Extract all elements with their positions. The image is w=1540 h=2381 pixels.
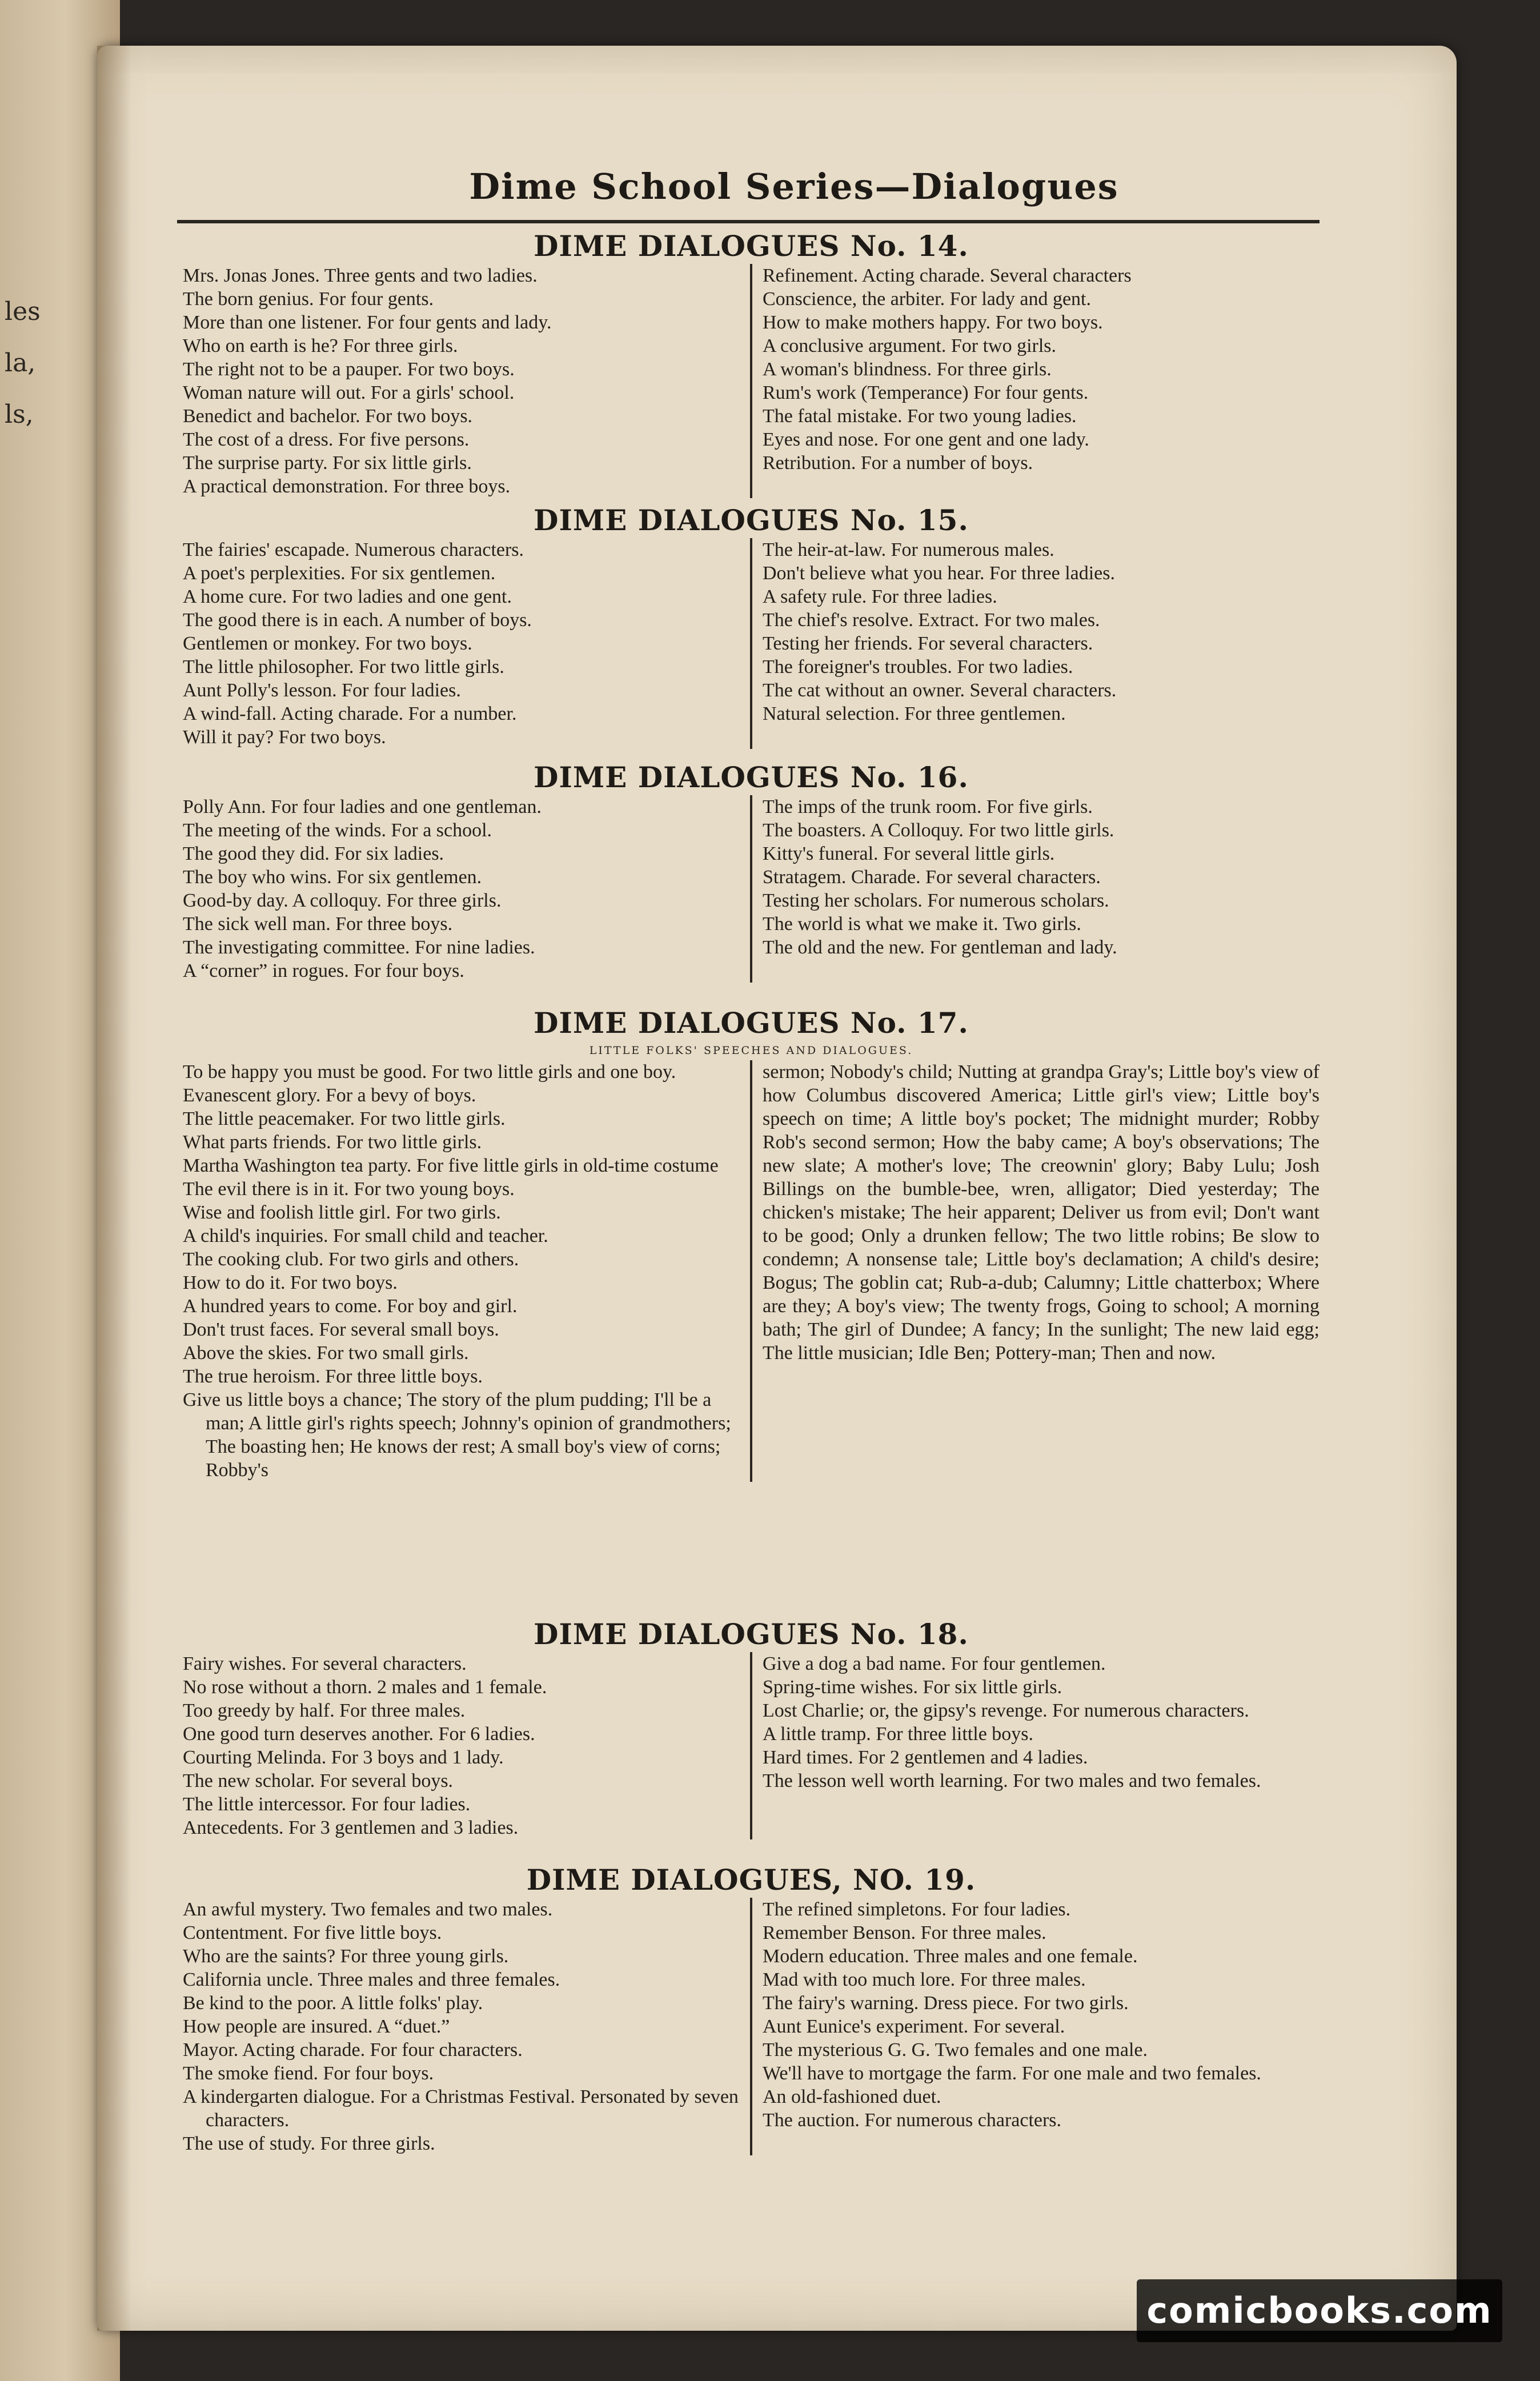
dialogue-entry: The good there is in each. A number of boys.: [183, 610, 532, 631]
dialogue-entry: Testing her scholars. For numerous scholars.: [763, 890, 1109, 911]
dialogue-entry: The auction. For numerous characters.: [763, 2110, 1062, 2131]
dialogue-entry: The sick well man. For three boys.: [183, 913, 453, 935]
dialogue-entry: The cost of a dress. For five persons.: [183, 429, 470, 450]
right-column: [752, 538, 1320, 749]
left-column: [183, 1060, 752, 1482]
facing-page-fragment: ls,: [5, 400, 34, 429]
dialogue-entry: A wind-fall. Acting charade. For a number.: [183, 703, 517, 724]
dialogue-entry: The fairy's warning. Dress piece. For two girls.: [763, 1993, 1129, 2014]
dialogue-entry: A practical demonstration. For three boys.: [183, 476, 511, 497]
dialogue-entry: A kindergarten dialogue. For a Christmas Festival. Personated by seven characters.: [183, 2086, 739, 2131]
facing-page-fragment: les: [5, 297, 41, 326]
page-binding-shadow: [97, 46, 131, 2331]
dialogue-entry: The mysterious G. G. Two females and one male.: [763, 2039, 1148, 2061]
speeches-paragraph: sermon; Nobody's child; Nutting at grandpa Gray's; Little boy's view of how Columbus discovered America; Little girl's view; Little boy's speech on time; A little boy's pocket; The midnight murder; Robby Rob's second sermon; How the baby came; A boy's observations; The new slate; A mother's love; The creownin' glory; Baby Lulu; Josh Billings on the bumble-bee, wren, alligator; Died yesterday; The chicken's mistake; The heir apparent; Deliver us from evil; Don't want to be good; Only a drunken fellow; The two little robins; Be slow to condemn; A nonsense tale; Little boy's declamation; A child's desire; Bogus; The goblin cat; Rub-a-dub; Calumny; Little chatterbox; Where are they; A boy's view; The twenty frogs, Going to school; A morning bath; The girl of Dundee; A fancy; In the sunlight; The new laid egg; The little musician; Idle Ben; Pottery-man; Then and now.: [763, 1061, 1320, 1364]
dialogue-entry: Testing her friends. For several characters.: [763, 633, 1093, 654]
section-no-17: [183, 1005, 1320, 1482]
dialogue-entry: Remember Benson. For three males.: [763, 1922, 1046, 1943]
dialogue-entry: The born genius. For four gents.: [183, 288, 434, 310]
section-no-15: [183, 503, 1320, 749]
dialogue-entry: An awful mystery. Two females and two males.: [183, 1899, 553, 1920]
dialogue-entry: How to make mothers happy. For two boys.: [763, 312, 1103, 333]
dialogue-entry: Retribution. For a number of boys.: [763, 452, 1033, 474]
left-column: [183, 264, 752, 498]
dialogue-entry: Antecedents. For 3 gentlemen and 3 ladies.: [183, 1817, 519, 1838]
dialogue-entry: A home cure. For two ladies and one gent.: [183, 586, 512, 607]
dialogue-entry: A poet's perplexities. For six gentlemen.: [183, 563, 496, 584]
dialogue-entry: More than one listener. For four gents and lady.: [183, 312, 552, 333]
section-title: DIME DIALOGUES No. 17.: [534, 1006, 969, 1040]
dialogue-entry: The cooking club. For two girls and others.: [183, 1249, 519, 1270]
dialogue-entry: Fairy wishes. For several characters.: [183, 1653, 467, 1674]
dialogue-entry: Mrs. Jonas Jones. Three gents and two ladies.: [183, 265, 538, 286]
section-subtitle: LITTLE FOLKS' SPEECHES AND DIALOGUES.: [589, 1044, 913, 1057]
dialogue-entry: Natural selection. For three gentlemen.: [763, 703, 1066, 724]
dialogue-entry: The boasters. A Colloquy. For two little girls.: [763, 820, 1114, 841]
dialogue-entry: The cat without an owner. Several characters.: [763, 680, 1117, 701]
section-title: DIME DIALOGUES No. 16.: [534, 760, 969, 794]
dialogue-entry: How to do it. For two boys.: [183, 1272, 398, 1293]
dialogue-entry: Gentlemen or monkey. For two boys.: [183, 633, 472, 654]
dialogue-entry: To be happy you must be good. For two little girls and one boy.: [183, 1061, 676, 1083]
dialogue-entry: Refinement. Acting charade. Several characters: [763, 265, 1132, 286]
dialogue-entry: Will it pay? For two boys.: [183, 727, 386, 748]
dialogue-entry: The lesson well worth learning. For two males and two females.: [763, 1770, 1261, 1791]
dialogue-entry: Who are the saints? For three young girls.: [183, 1946, 509, 1967]
dialogue-entry: An old-fashioned duet.: [763, 2086, 941, 2107]
dialogue-entry: Don't believe what you hear. For three ladies.: [763, 563, 1115, 584]
section-title: DIME DIALOGUES No. 14.: [534, 229, 969, 263]
section-title: DIME DIALOGUES No. 18.: [534, 1617, 969, 1651]
dialogue-entry: Courting Melinda. For 3 boys and 1 lady.: [183, 1747, 504, 1768]
dialogue-entry: Evanescent glory. For a bevy of boys.: [183, 1085, 476, 1106]
section-no-19: [183, 1862, 1320, 2155]
dialogue-entry: Modern education. Three males and one female.: [763, 1946, 1138, 1967]
section-title: DIME DIALOGUES No. 15.: [534, 503, 969, 537]
dialogue-entry: Too greedy by half. For three males.: [183, 1700, 466, 1721]
dialogue-entry: Lost Charlie; or, the gipsy's revenge. For numerous characters.: [763, 1700, 1249, 1721]
dialogue-entry: A safety rule. For three ladies.: [763, 586, 997, 607]
dialogue-entry: Spring-time wishes. For six little girls.: [763, 1677, 1062, 1698]
dialogue-entry: Mad with too much lore. For three males.: [763, 1969, 1086, 1990]
dialogue-entry: The use of study. For three girls.: [183, 2133, 435, 2154]
dialogue-entry: The little intercessor. For four ladies.: [183, 1794, 471, 1815]
dialogue-entry: No rose without a thorn. 2 males and 1 female.: [183, 1677, 547, 1698]
dialogue-entry: The surprise party. For six little girls.: [183, 452, 472, 474]
dialogue-entry: The new scholar. For several boys.: [183, 1770, 454, 1791]
dialogue-entry: The right not to be a pauper. For two boys.: [183, 359, 515, 380]
dialogue-entry: The smoke fiend. For four boys.: [183, 2063, 434, 2084]
section-no-16: [183, 760, 1320, 983]
dialogue-entry: The world is what we make it. Two girls.: [763, 913, 1081, 935]
dialogue-entry: A hundred years to come. For boy and girl.: [183, 1296, 518, 1317]
dialogue-entry: A “corner” in rogues. For four boys.: [183, 960, 464, 981]
dialogue-entry: A woman's blindness. For three girls.: [763, 359, 1052, 380]
dialogue-entry: Above the skies. For two small girls.: [183, 1342, 469, 1364]
dialogue-entry: Rum's work (Temperance) For four gents.: [763, 382, 1089, 403]
dialogue-entry: Be kind to the poor. A little folks' play.: [183, 1993, 483, 2014]
dialogue-entry: One good turn deserves another. For 6 ladies.: [183, 1723, 535, 1745]
dialogue-entry: We'll have to mortgage the farm. For one male and two females.: [763, 2063, 1261, 2084]
left-column: [183, 1652, 752, 1839]
dialogue-entry: The imps of the trunk room. For five girls.: [763, 796, 1093, 817]
right-column: [752, 1898, 1320, 2155]
right-column: [752, 264, 1320, 498]
dialogue-entry: The refined simpletons. For four ladies.: [763, 1899, 1071, 1920]
dialogue-entry: Mayor. Acting charade. For four characters.: [183, 2039, 523, 2061]
running-head: Dime School Series—Dialogues: [469, 166, 1119, 207]
section-no-14: [183, 229, 1320, 498]
dialogue-entry: How people are insured. A “duet.”: [183, 2016, 450, 2037]
dialogue-entry: Martha Washington tea party. For five little girls in old-time costume: [183, 1155, 719, 1176]
section-no-18: [183, 1617, 1320, 1839]
dialogue-entry: A conclusive argument. For two girls.: [763, 335, 1057, 356]
dialogue-entry: Give us little boys a chance; The story of the plum pudding; I'll be a man; A little girl's rights speech; Johnny's opinion of grandmothers; The boasting hen; He knows der rest; A small boy's view of corns; Robby's: [183, 1389, 731, 1481]
dialogue-entry: Wise and foolish little girl. For two girls.: [183, 1202, 501, 1223]
dialogue-entry: Conscience, the arbiter. For lady and gent.: [763, 288, 1091, 310]
dialogue-entry: California uncle. Three males and three females.: [183, 1969, 560, 1990]
facing-page-fragment: la,: [5, 348, 36, 378]
dialogue-entry: The fairies' escapade. Numerous characters.: [183, 539, 524, 560]
dialogue-entry: The chief's resolve. Extract. For two males.: [763, 610, 1100, 631]
dialogue-entry: The investigating committee. For nine ladies.: [183, 937, 535, 958]
dialogue-entry: The good they did. For six ladies.: [183, 843, 444, 864]
dialogue-entry: Good-by day. A colloquy. For three girls.: [183, 890, 502, 911]
left-column: [183, 1898, 752, 2155]
dialogue-entry: A child's inquiries. For small child and teacher.: [183, 1225, 548, 1246]
dialogue-entry: The heir-at-law. For numerous males.: [763, 539, 1054, 560]
dialogue-entry: Give a dog a bad name. For four gentlemen.: [763, 1653, 1106, 1674]
dialogue-entry: A little tramp. For three little boys.: [763, 1723, 1034, 1745]
right-column: [752, 795, 1320, 983]
dialogue-entry: Polly Ann. For four ladies and one gentleman.: [183, 796, 542, 817]
dialogue-entry: Stratagem. Charade. For several characters.: [763, 867, 1101, 888]
dialogue-entry: Hard times. For 2 gentlemen and 4 ladies.: [763, 1747, 1088, 1768]
dialogue-entry: Aunt Eunice's experiment. For several.: [763, 2016, 1065, 2037]
dialogue-entry: Contentment. For five little boys.: [183, 1922, 442, 1943]
dialogue-entry: Kitty's funeral. For several little girls.: [763, 843, 1055, 864]
dialogue-entry: The little peacemaker. For two little girls.: [183, 1108, 506, 1129]
dialogue-entry: Who on earth is he? For three girls.: [183, 335, 458, 356]
right-column: [752, 1652, 1320, 1839]
watermark-logo: comicbooks.com: [1137, 2279, 1502, 2342]
dialogue-entry: The foreigner's troubles. For two ladies.: [763, 656, 1073, 678]
dialogue-entry: The meeting of the winds. For a school.: [183, 820, 492, 841]
dialogue-entry: The true heroism. For three little boys.: [183, 1366, 483, 1387]
dialogue-entry: The old and the new. For gentleman and lady.: [763, 937, 1117, 958]
dialogue-entry: Don't trust faces. For several small boys.: [183, 1319, 499, 1340]
dialogue-entry: Aunt Polly's lesson. For four ladies.: [183, 680, 461, 701]
dialogue-entry: The evil there is in it. For two young boys.: [183, 1179, 515, 1200]
section-title: DIME DIALOGUES, NO. 19.: [526, 1863, 976, 1897]
dialogue-entry: The fatal mistake. For two young ladies.: [763, 406, 1077, 427]
right-column: [752, 1060, 1320, 1482]
left-column: [183, 795, 752, 983]
left-column: [183, 538, 752, 749]
dialogue-entry: Benedict and bachelor. For two boys.: [183, 406, 473, 427]
dialogue-entry: Woman nature will out. For a girls' school.: [183, 382, 515, 403]
header-rule: [177, 220, 1320, 223]
dialogue-entry: The boy who wins. For six gentlemen.: [183, 867, 482, 888]
dialogue-entry: Eyes and nose. For one gent and one lady.: [763, 429, 1089, 450]
dialogue-entry: What parts friends. For two little girls.: [183, 1132, 482, 1153]
dialogue-entry: The little philosopher. For two little girls.: [183, 656, 504, 678]
